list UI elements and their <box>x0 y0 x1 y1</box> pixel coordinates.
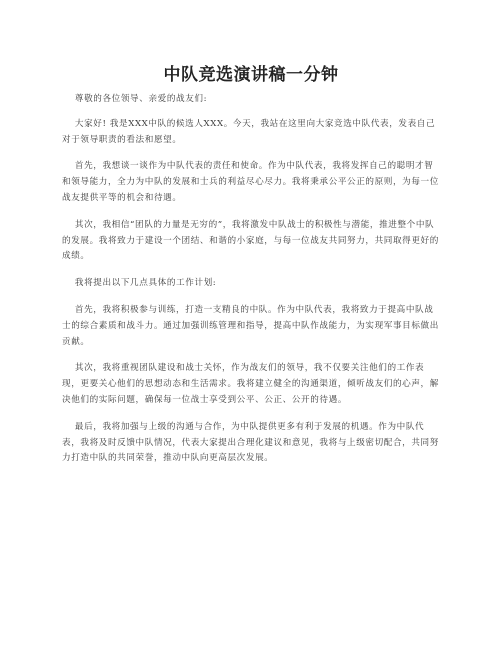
document-title: 中队竞选演讲稿一分钟 <box>163 65 339 85</box>
paragraph-plan-training: 首先，我将积极参与训练，打造一支精良的中队。作为中队代表，我将致力于提高中队战士的综合素质和战斗力。通过加强训练管理和指导，提高中队作战能力，为实现军事目标做出贡献。 <box>62 304 439 347</box>
paragraph-plan-care: 其次，我将重视团队建设和战士关怀，作为战友们的领导，我不仅要关注他们的工作表现，更要关心他们的思想动态和生活需求。我将建立健全的沟通渠道，倾听战友们的心声，解决他们的实际问题，确保每一位战士享受到公平、公正、公开的待遇。 <box>62 363 439 405</box>
paragraph-responsibility: 首先，我想谈一谈作为中队代表的责任和使命。作为中队代表，我将发挥自己的聪明才智和领导能力，全力为中队的发展和士兵的利益尽心尽力。我将秉承公平公正的原则，为每一位战友提供平等的机会和待遇。 <box>62 161 439 203</box>
paragraph-plan-cooperation: 最后，我将加强与上级的沟通与合作，为中队提供更多有利于发展的机遇。作为中队代表，我将及时反馈中队情况，代表大家提出合理化建议和意见，我将与上级密切配合，共同努力打造中队的共同荣誉，推动中队向更高层次发展。 <box>62 421 439 464</box>
paragraph-greeting: 尊敬的各位领导、亲爱的战友们: <box>74 94 208 104</box>
paragraph-teamwork: 其次，我相信“团队的力量是无穷的”，我将激发中队战士的积极性与潜能，推进整个中队的发展。我将致力于建设一个团结、和谐的小家庭，与每一位战友共同努力，共同取得更好的成绩。 <box>62 219 439 262</box>
paragraph-plan-intro: 我将提出以下几点具体的工作计划: <box>74 278 217 289</box>
paragraph-intro: 大家好! 我是XXX中队的候选人XXX。今天，我站在这里向大家竞选中队代表，发表自己对于领导职责的看法和愿望。 <box>62 118 436 145</box>
document-body <box>62 92 440 478</box>
